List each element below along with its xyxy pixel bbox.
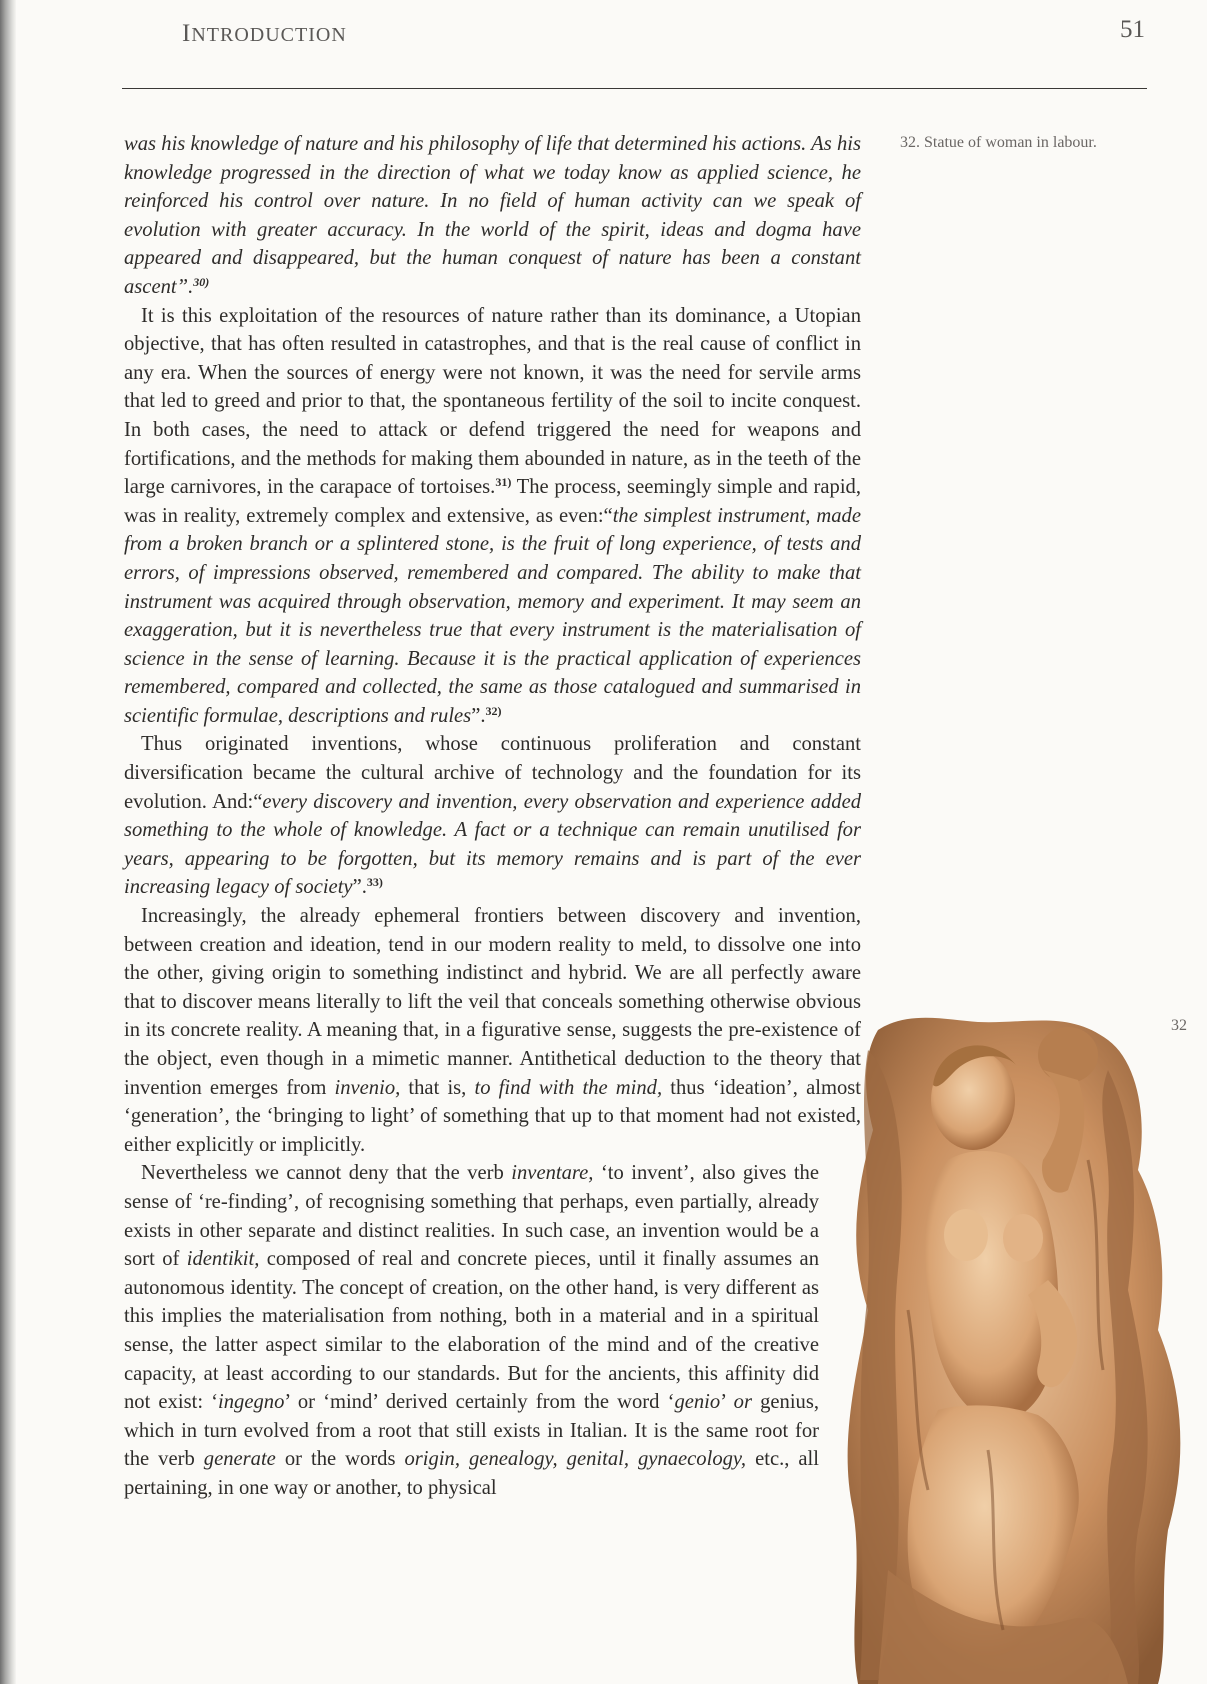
footnote-ref: 32) <box>485 703 502 718</box>
paragraph: Thus originated inventions, whose continuous proliferation and constant diversification became the cultural archive of technology and the foundation for its evolution. And:“every discovery and invention, every observation and experience added something to the whole of knowledge. A fact or a technique can remain unutilised for years, appearing to be forgotten, but its memory remains and is part of the ever increasing legacy of society”.$^{33)}$ <box>124 733 862 899</box>
figure-caption: 32. Statue of woman in labour. <box>900 134 1097 151</box>
paragraph: Nevertheless we cannot deny that the verb inventare, ‘to invent’, also gives the sense of ‘re-finding’, of recognising something that perhaps, even partially, already exists in other separate and distinct realities. In such case, an invention would be a sort of identikit, composed of real and concrete pieces, until it finally assumes an autonomous identity. The concept of creation, on the other hand, is very different as this implies the materialisation from nothing, both in a material and in a spiritual sense, the latter aspect similar to the elaboration of the mind and of the creative capacity, at least according to our standards. But for the ancients, this affinity did not exist: ‘ingegno’ or ‘mind’ derived certainly from the word ‘genio’ or genius, which in turn evolved from a root that still exists in Italian. It is the same root for the verb generate or the words origin, genealogy, genital, gynaecology, etc., all pertaining, in one way or another, to physical <box>124 1162 819 1499</box>
figure-breast-left <box>944 1209 988 1261</box>
paragraph: was his knowledge of nature and his philosophy of life that determined his actions. As his knowledge progressed in the direction of what we today know as applied science, he reinforced his control over nature. In no field of human activity can we speak of evolution with greater accuracy. In the world of the spirit, ideas and dogma have appeared and disappeared, but the human conquest of nature has been a constant ascent”.$^{30)}$ <box>124 133 861 298</box>
book-spine-shadow <box>0 0 16 1684</box>
paragraph: It is this exploitation of the resources of nature rather than its dominance, a Utopian objective, that has often resulted in catastrophes, and that is the real cause of conflict in any era. When the sources of energy were not known, it was the need for servile arms that led to greed and prior to that, the spontaneous fertility of the soil to incite conquest. In both cases, the need to attack or defend triggered the need for weapons and fortifications, and the methods for making them abounded in nature, as in the teeth of the large carnivores, in the carapace of tortoises.$^{31)}$ The process, seemingly simple and rapid, was in reality, extremely complex and extensive, as even:“the simplest instrument, made from a broken branch or a splintered stone, is the fruit of long experience, of tests and errors, of impressions observed, remembered and compared. The ability to make that instrument was acquired through observation, memory and experiment. It may seem an exaggeration, but it is nevertheless true that every instrument is the materialisation of science in the sense of learning. Because it is the practical application of experiences remembered, compared and collected, the same as those catalogued and summarised in scientific formulae, descriptions and rules”.$^{32)}$ <box>124 304 861 727</box>
header-rule <box>122 88 1147 89</box>
footnote-ref: 30) <box>193 274 210 289</box>
statue-photograph <box>838 1010 1207 1684</box>
terracotta-statue-illustration <box>838 1010 1207 1684</box>
page-number: 51 <box>1120 16 1145 43</box>
figure-breast-right <box>1003 1214 1043 1262</box>
footnote-ref: 31) <box>495 475 512 490</box>
footnote-ref: 33) <box>366 875 383 890</box>
paragraph: Increasingly, the already ephemeral frontiers between discovery and invention, between creation and ideation, tend in our modern reality to meld, to dissolve one into the other, giving origin to something indistinct and hybrid. We are all perfectly aware that to discover means literally to lift the veil that conceals something otherwise obvious in its concrete reality. A meaning that, in a figurative sense, suggests the pre-existence of the object, even though in a mimetic manner. Antithetical deduction to the theory that invention emerges from invenio, that is, to find with the mind, thus ‘ideation’, almost ‘generation’, the ‘bringing to light’ of something that up to that moment had not existed, either explicitly or implicitly. <box>124 905 861 1156</box>
figure-number-label: 32 <box>1171 1017 1187 1034</box>
running-head: INTRODUCTION <box>182 20 347 47</box>
attendant-head <box>1038 1027 1098 1083</box>
body-text <box>124 130 861 1503</box>
